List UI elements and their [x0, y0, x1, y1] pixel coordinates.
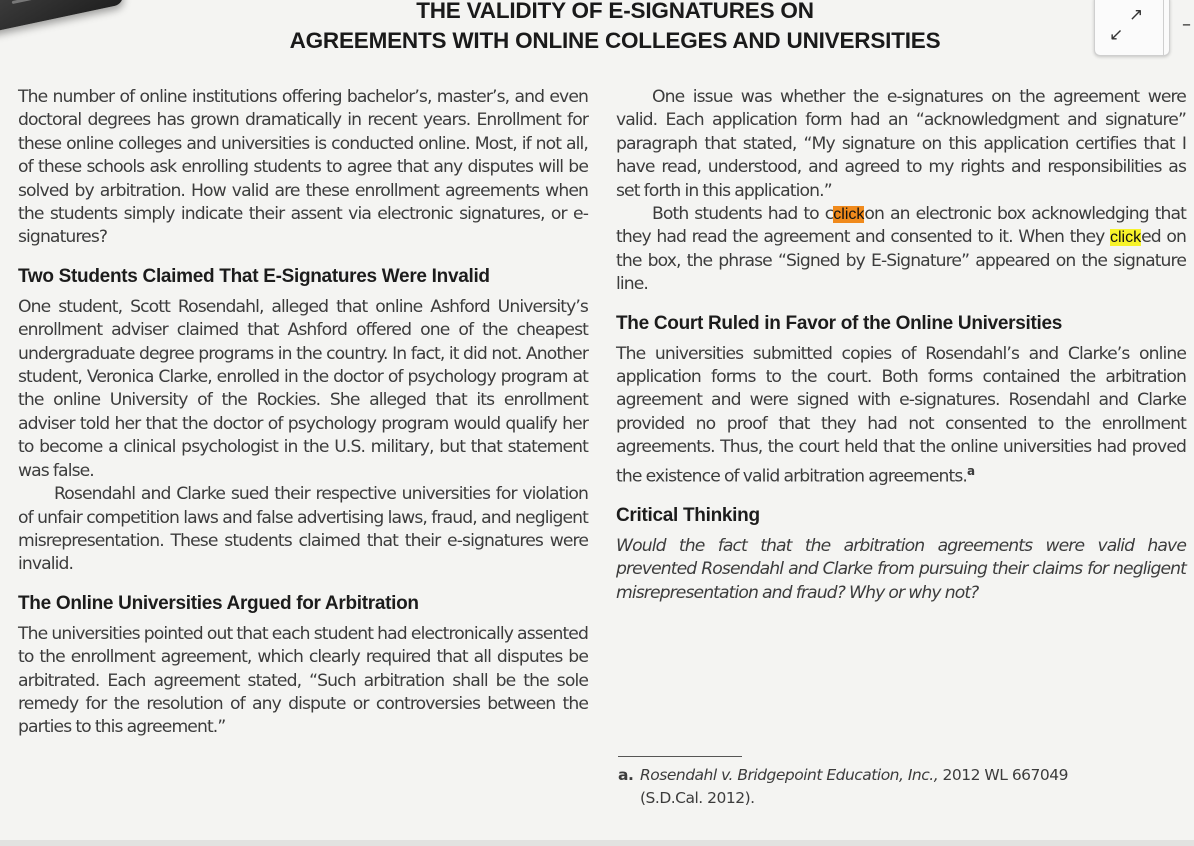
- expand-button[interactable]: [1094, 0, 1170, 56]
- collapse-arrow-icon: ↙: [1109, 25, 1124, 45]
- text-segment: ed on the box, the phrase “Signed by E-Signature” appeared on the signature line.: [616, 227, 1186, 295]
- text-segment: on an electronic box acknowledging that they had read the agreement and consented to it. When they: [616, 204, 1187, 248]
- highlight-click-yellow[interactable]: click: [1110, 229, 1142, 247]
- critical-thinking-question: Would the fact that the arbitration agreements were valid have prevented Rosendahl and Clarke from pursuing their claims for negligent misrepresentation and fraud? Why or why not?: [616, 535, 1186, 603]
- footnote-rule: [618, 756, 742, 757]
- minimize-icon[interactable]: –: [1182, 14, 1191, 35]
- paragraph-allegations: One student, Scott Rosendahl, alleged that online Ashford University’s enrollment adviser claimed that Ashford offered one of the cheapest undergraduate degree programs in the country. In fact, it did not. Another student, Veronica Clarke, enrolled in the doctor of psychology program at the online University of the Rockies. She alleged that its enrollment adviser told her that the doctor of psychology program would qualify her to become a clinical psychologist in the U.S. military, but that statement was false.: [18, 296, 588, 481]
- feature-title: [250, 0, 980, 56]
- footnote: [618, 764, 1158, 810]
- paragraph-issue: One issue was whether the e-signatures on the agreement were valid. Each application form had an “acknowledgment and signature” paragraph that stated, “My signature on this application certifies that I have read, understood, and agreed to my rights and responsibilities as set forth in this application.”: [616, 87, 1186, 201]
- footnote-label: a.: [618, 766, 634, 784]
- title-line-2: AGREEMENTS WITH ONLINE COLLEGES AND UNIVERSITIES: [289, 28, 941, 53]
- footnote-citation: 2012 WL 667049: [938, 766, 1068, 784]
- text-segment: Both students had to c: [652, 204, 834, 225]
- footnote-citation-cont: (S.D.Cal. 2012).: [640, 789, 755, 807]
- paragraph-click: [616, 203, 1186, 297]
- device-illustration: [0, 0, 125, 35]
- bottom-bar: [0, 840, 1194, 846]
- text-segment: The universities submitted copies of Rosendahl’s and Clarke’s online application forms to the court. Both forms contained the arbitration agreement and were signed with e-signatures. Rosendahl and Clarke provided no proof that they had not consented to the enrollment agreements. Thus, the court held that the online universities had proved the existence of valid arbitration agreements.: [616, 343, 1186, 487]
- heading-critical-thinking: Critical Thinking: [616, 504, 760, 526]
- footnote-marker[interactable]: a: [966, 463, 976, 478]
- intro-paragraph: The number of online institutions offering bachelor’s, master’s, and even doctoral degrees has grown dramatically in recent years. Enrollment for these online colleges and universities is conducted online. Most, if not all, of these schools ask enrolling students to agree that any disputes will be solved by arbitration. How valid are these enrollment agreements when the students simply indicate their assent via electronic signatures, or e-signatures?: [18, 87, 588, 248]
- paragraph-ruling: [616, 343, 1186, 489]
- paragraph-lawsuit: Rosendahl and Clarke sued their respective universities for violation of unfair competition laws and false advertising laws, fraud, and negligent misrepresentation. These students claimed that their e-signatures were invalid.: [18, 484, 588, 575]
- highlight-click-orange[interactable]: click: [833, 206, 865, 224]
- paragraph-arbitration: The universities pointed out that each student had electronically assented to the enrollment agreement, which clearly required that all disputes be arbitrated. Each agreement stated, “Such arbitration shall be the sole remedy for the resolution of any dispute or controversies between the parties to this agreement.”: [18, 623, 588, 738]
- footnote-case: Rosendahl v. Bridgepoint Education, Inc.,: [640, 766, 939, 784]
- left-column: [18, 86, 588, 740]
- right-column: [616, 86, 1186, 605]
- heading-court-ruled: The Court Ruled in Favor of the Online Universities: [616, 312, 1063, 334]
- heading-students-claimed: Two Students Claimed That E-Signatures Were Invalid: [18, 265, 490, 287]
- expand-arrow-icon: ↗: [1129, 5, 1144, 25]
- heading-universities-argued: The Online Universities Argued for Arbitration: [18, 592, 419, 614]
- title-line-1: THE VALIDITY OF E-SIGNATURES ON: [416, 0, 814, 23]
- button-divider: [1163, 0, 1164, 55]
